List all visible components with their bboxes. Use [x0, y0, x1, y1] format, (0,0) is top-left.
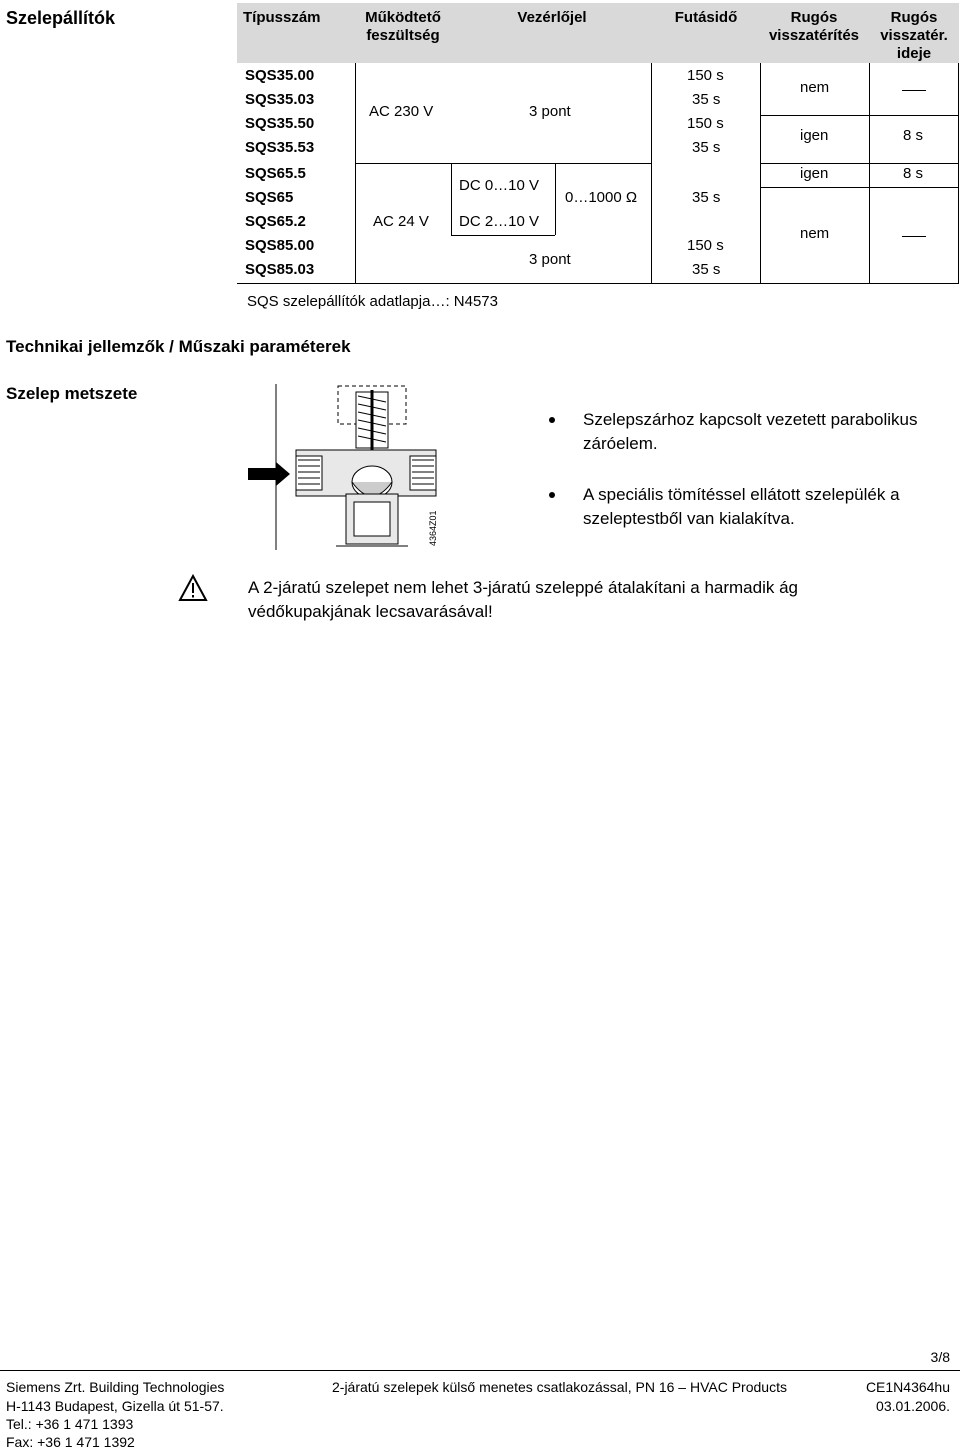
spring-return-cell: igen — [800, 127, 829, 144]
control-cell: 3 pont — [529, 103, 571, 120]
valve-cross-section-diagram — [246, 382, 446, 552]
footer-doc-code: CE1N4364hu — [865, 1379, 950, 1395]
side-title: Szelepállítók — [6, 8, 116, 28]
bullet-text: A speciális tömítéssel ellátott szelepülék a szeleptestből van kialakítva. — [583, 485, 900, 528]
control-cell: DC 2…10 V — [459, 213, 540, 230]
header-spring-time: Rugós visszatér. ideje — [880, 9, 948, 62]
type-cell: SQS35.03 — [245, 91, 315, 108]
type-cell: SQS65.5 — [245, 165, 306, 182]
footer-date: 03.01.2006. — [876, 1398, 950, 1414]
control-cell: 0…1000 Ω — [565, 189, 638, 206]
header-spring-return: Rugós visszatérítés — [768, 9, 860, 44]
footer-fax: Fax: +36 1 471 1392 — [6, 1434, 135, 1450]
type-cell: SQS35.00 — [245, 67, 315, 84]
control-cell: 3 pont — [529, 251, 571, 268]
control-cell: DC 0…10 V — [459, 177, 540, 194]
header-voltage: Működtető feszültség — [365, 9, 441, 44]
footer-company: Siemens Zrt. Building Technologies — [6, 1379, 225, 1395]
header-type: Típusszám — [243, 9, 321, 26]
footer-doc-title: 2-járatú szelepek külső menetes csatlakozással, PN 16 – HVAC Products — [332, 1379, 787, 1395]
spring-time-cell: 8 s — [903, 127, 924, 144]
spring-return-cell: igen — [800, 165, 829, 182]
footer-divider — [0, 1370, 960, 1371]
runtime-cell: 150 s — [687, 115, 724, 132]
spring-time-cell: 8 s — [903, 165, 924, 182]
diagram-code: 4364Z01 — [428, 510, 438, 546]
table-footnote: SQS szelepállítók adatlapja…: N4573 — [247, 293, 498, 310]
header-control: Vezérlőjel — [517, 9, 587, 26]
runtime-cell: 35 s — [692, 91, 721, 108]
voltage-cell: AC 24 V — [373, 213, 429, 230]
dash-mark — [902, 90, 926, 91]
bullet-dot — [549, 417, 555, 423]
section-title: Technikai jellemzők / Műszaki paraméterek — [6, 337, 351, 356]
actuator-table — [237, 3, 959, 310]
spring-return-cell: nem — [800, 225, 830, 242]
runtime-cell: 150 s — [687, 237, 724, 254]
footer-address: H-1143 Budapest, Gizella út 51-57. — [6, 1398, 224, 1414]
footer-tel: Tel.: +36 1 471 1393 — [6, 1416, 134, 1432]
warning-triangle-icon — [178, 574, 208, 602]
valve-section-heading: Szelep metszete — [6, 384, 138, 403]
bullet-dot — [549, 492, 555, 498]
type-cell: SQS65 — [245, 189, 294, 206]
page-number: 3/8 — [930, 1349, 950, 1365]
dash-mark — [902, 236, 926, 237]
spring-return-cell: nem — [800, 79, 830, 96]
runtime-cell: 150 s — [687, 67, 724, 84]
runtime-cell: 35 s — [692, 261, 721, 278]
type-cell: SQS35.50 — [245, 115, 315, 132]
runtime-cell: 35 s — [692, 189, 721, 206]
type-cell: SQS85.00 — [245, 237, 315, 254]
type-cell: SQS65.2 — [245, 213, 306, 230]
voltage-cell: AC 230 V — [369, 103, 434, 120]
type-cell: SQS35.53 — [245, 139, 315, 156]
type-cell: SQS85.03 — [245, 261, 315, 278]
bullet-text: Szelepszárhoz kapcsolt vezetett parabolikus záróelem. — [583, 410, 918, 453]
flow-arrow-icon — [248, 462, 290, 486]
header-runtime: Futásidő — [674, 9, 738, 26]
runtime-cell: 35 s — [692, 139, 721, 156]
warning-text: A 2-járatú szelepet nem lehet 3-járatú szeleppé átalakítani a harmadik ág védőkupakjának lecsavarásával! — [248, 578, 798, 621]
